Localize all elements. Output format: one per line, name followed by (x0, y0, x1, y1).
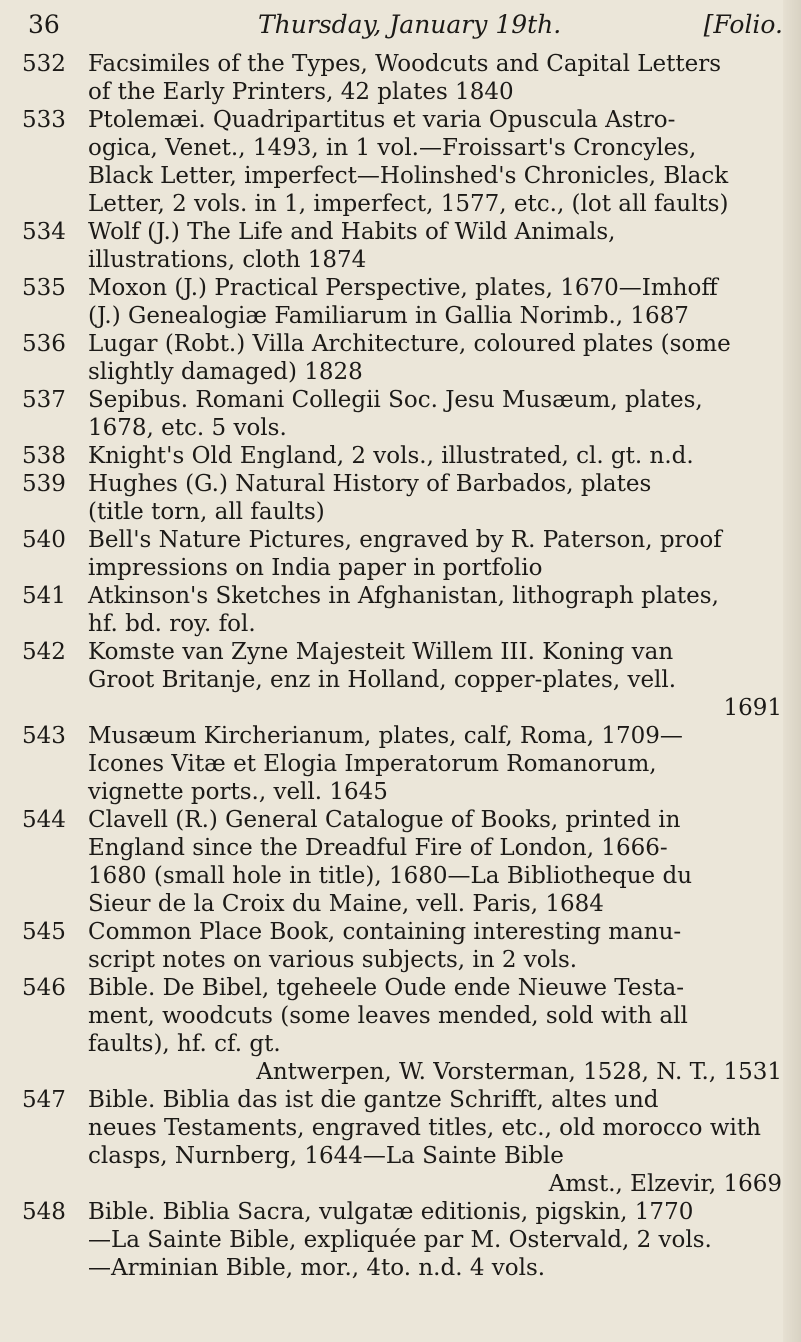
entry-line: Atkinson's Sketches in Afghanistan, lithograph plates, (88, 583, 719, 609)
lot-number: 545 (22, 919, 66, 945)
lot-entry (22, 442, 782, 470)
entry-line: Clavell (R.) General Catalogue of Books, printed in (88, 807, 681, 833)
entry-line: (title torn, all faults) (88, 499, 325, 525)
entry-line: ogica, Venet., 1493, in 1 vol.—Froissart's Croncyles, (88, 135, 697, 161)
entry-line: Black Letter, imperfect—Holinshed's Chronicles, Black (88, 163, 729, 189)
entry-line: illustrations, cloth 1874 (88, 247, 367, 273)
lot-number: 548 (22, 1199, 66, 1225)
lot-entry (22, 526, 782, 582)
sale-date: Thursday, January 19th. (258, 10, 562, 39)
entry-line: 1691 (723, 695, 782, 721)
entry-line: vignette ports., vell. 1645 (88, 779, 388, 805)
lot-entry (22, 274, 782, 330)
lot-number: 544 (22, 807, 66, 833)
entry-line: Knight's Old England, 2 vols., illustrated, cl. gt. n.d. (88, 443, 694, 469)
entry-line: England since the Dreadful Fire of London, 1666- (88, 835, 668, 861)
lot-number: 537 (22, 387, 66, 413)
entry-line: Wolf (J.) The Life and Habits of Wild Animals, (88, 219, 616, 245)
lot-number: 540 (22, 527, 66, 553)
lot-number: 532 (22, 51, 66, 77)
lot-number: 546 (22, 975, 66, 1001)
section-label: [Folio. (703, 10, 783, 39)
entry-line: Letter, 2 vols. in 1, imperfect, 1577, etc., (lot all faults) (88, 191, 729, 217)
entry-line: —La Sainte Bible, expliquée par M. Ostervald, 2 vols. (88, 1227, 712, 1253)
lot-number: 541 (22, 583, 66, 609)
entry-line: Ptolemæi. Quadripartitus et varia Opuscula Astro- (88, 107, 676, 133)
entry-line: Sieur de la Croix du Maine, vell. Paris, 1684 (88, 891, 604, 917)
page-header (28, 6, 783, 46)
lot-entry (22, 1198, 782, 1282)
entry-line: Groot Britanje, enz in Holland, copper-plates, vell. (88, 667, 677, 693)
lot-entry (22, 106, 782, 218)
lot-entry (22, 330, 782, 386)
entry-line: (J.) Genealogiæ Familiarum in Gallia Norimb., 1687 (88, 303, 689, 329)
lot-number: 536 (22, 331, 66, 357)
lot-number: 534 (22, 219, 66, 245)
entry-line: 1678, etc. 5 vols. (88, 415, 287, 441)
entry-line: clasps, Nurnberg, 1644—La Sainte Bible (88, 1143, 564, 1169)
lot-entry (22, 470, 782, 526)
entry-line: neues Testaments, engraved titles, etc., old morocco with (88, 1115, 761, 1141)
entry-line: Icones Vitæ et Elogia Imperatorum Romanorum, (88, 751, 657, 777)
page-number: 36 (28, 10, 60, 39)
lot-number: 533 (22, 107, 66, 133)
lot-entry (22, 1086, 782, 1198)
page-edge-shadow (783, 0, 801, 1342)
entry-line: Common Place Book, containing interesting manu- (88, 919, 682, 945)
lot-list (22, 50, 782, 1282)
lot-number: 547 (22, 1087, 66, 1113)
lot-entry (22, 722, 782, 806)
lot-entry (22, 582, 782, 638)
entry-line: Bible. De Bibel, tgeheele Oude ende Nieuwe Testa- (88, 975, 684, 1001)
lot-number: 542 (22, 639, 66, 665)
lot-entry (22, 918, 782, 974)
entry-line: faults), hf. cf. gt. (88, 1031, 281, 1057)
lot-entry (22, 974, 782, 1086)
entry-line: Amst., Elzevir, 1669 (548, 1171, 782, 1197)
entry-line: ment, woodcuts (some leaves mended, sold with all (88, 1003, 688, 1029)
entry-line: hf. bd. roy. fol. (88, 611, 256, 637)
entry-line: Antwerpen, W. Vorsterman, 1528, N. T., 1531 (256, 1059, 782, 1085)
entry-line: Lugar (Robt.) Villa Architecture, coloured plates (some (88, 331, 731, 357)
entry-line: Komste van Zyne Majesteit Willem III. Koning van (88, 639, 674, 665)
entry-line: of the Early Printers, 42 plates 1840 (88, 79, 514, 105)
entry-line: —Arminian Bible, mor., 4to. n.d. 4 vols. (88, 1255, 546, 1281)
entry-line: Bible. Biblia das ist die gantze Schrifft, altes und (88, 1087, 659, 1113)
lot-number: 539 (22, 471, 66, 497)
lot-entry (22, 50, 782, 106)
lot-number: 538 (22, 443, 66, 469)
entry-line: Bible. Biblia Sacra, vulgatæ editionis, pigskin, 1770 (88, 1199, 694, 1225)
lot-number: 543 (22, 723, 66, 749)
lot-entry (22, 638, 782, 722)
entry-line: impressions on India paper in portfolio (88, 555, 543, 581)
entry-line: Bell's Nature Pictures, engraved by R. Paterson, proof (88, 527, 722, 553)
lot-number: 535 (22, 275, 66, 301)
entry-line: Moxon (J.) Practical Perspective, plates, 1670—Imhoff (88, 275, 718, 301)
entry-line: Sepibus. Romani Collegii Soc. Jesu Musæum, plates, (88, 387, 703, 413)
entry-line: slightly damaged) 1828 (88, 359, 363, 385)
lot-entry (22, 386, 782, 442)
entry-line: script notes on various subjects, in 2 vols. (88, 947, 578, 973)
lot-entry (22, 806, 782, 918)
entry-line: Musæum Kircherianum, plates, calf, Roma, 1709— (88, 723, 683, 749)
lot-entry (22, 218, 782, 274)
entry-line: Hughes (G.) Natural History of Barbados, plates (88, 471, 652, 497)
entry-line: 1680 (small hole in title), 1680—La Bibliotheque du (88, 863, 693, 889)
entry-line: Facsimiles of the Types, Woodcuts and Capital Letters (88, 51, 722, 77)
